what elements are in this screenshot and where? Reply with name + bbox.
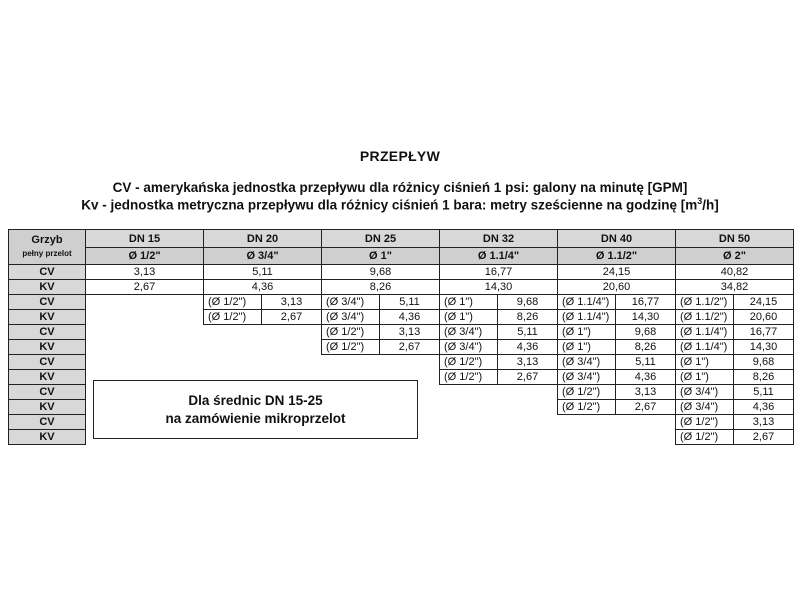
reduced-value: 3,13: [380, 325, 440, 340]
reduced-size: (Ø 1"): [676, 370, 734, 385]
row-label: CV: [9, 265, 86, 280]
empty-cell: [558, 415, 676, 430]
reduced-value: 4,36: [498, 340, 558, 355]
table-row: [9, 280, 794, 295]
empty-cell: [440, 385, 558, 400]
reduced-size: (Ø 3/4"): [440, 325, 498, 340]
cv-value: 16,77: [440, 265, 558, 280]
reduced-size: (Ø 1"): [558, 340, 616, 355]
dn-header: DN 32: [440, 230, 558, 248]
table-row: [9, 265, 794, 280]
empty-cell: [204, 325, 322, 340]
size-header: Ø 1.1/4": [440, 248, 558, 265]
reduced-value: 2,67: [380, 340, 440, 355]
dn-header: DN 40: [558, 230, 676, 248]
reduced-value: 5,11: [380, 295, 440, 310]
reduced-value: 24,15: [734, 295, 794, 310]
row-label: KV: [9, 280, 86, 295]
row-label: CV: [9, 415, 86, 430]
note-line-2: na zamówienie mikroprzelot: [165, 410, 346, 426]
size-header: Ø 1.1/2": [558, 248, 676, 265]
table-row: [9, 325, 794, 340]
reduced-value: 4,36: [380, 310, 440, 325]
kv-value: 34,82: [676, 280, 794, 295]
reduced-size: (Ø 3/4"): [676, 400, 734, 415]
empty-cell: [204, 340, 322, 355]
cv-value: 24,15: [558, 265, 676, 280]
reduced-size: (Ø 1/2"): [440, 370, 498, 385]
reduced-size: (Ø 1.1/4"): [558, 310, 616, 325]
reduced-size: (Ø 1"): [440, 295, 498, 310]
reduced-size: (Ø 3/4"): [676, 385, 734, 400]
kv-definition: [0, 196, 800, 213]
reduced-size: (Ø 3/4"): [440, 340, 498, 355]
reduced-value: 9,68: [616, 325, 676, 340]
row-label: CV: [9, 325, 86, 340]
kv-definition-text: Kv - jednostka metryczna przepływu dla różnicy ciśnień 1 bara: metry sześcienne na godzinę [m: [81, 197, 698, 213]
empty-cell: [204, 355, 322, 370]
reduced-size: (Ø 1.1/2"): [676, 295, 734, 310]
row-label: KV: [9, 310, 86, 325]
empty-cell: [86, 355, 204, 370]
reduced-size: (Ø 3/4"): [322, 310, 380, 325]
size-header-row: [9, 248, 794, 265]
reduced-size: (Ø 1/2"): [204, 310, 262, 325]
reduced-value: 8,26: [498, 310, 558, 325]
reduced-size: (Ø 3/4"): [322, 295, 380, 310]
corner-top: Grzyb: [31, 234, 63, 246]
row-label: CV: [9, 295, 86, 310]
reduced-size: (Ø 3/4"): [558, 370, 616, 385]
dn-header: DN 25: [322, 230, 440, 248]
empty-cell: [322, 355, 440, 370]
reduced-value: 16,77: [616, 295, 676, 310]
reduced-value: 5,11: [616, 355, 676, 370]
reduced-value: 2,67: [498, 370, 558, 385]
table-row: [9, 355, 794, 370]
cv-value: 3,13: [86, 265, 204, 280]
reduced-value: 14,30: [616, 310, 676, 325]
reduced-size: (Ø 1"): [676, 355, 734, 370]
table-row: [9, 295, 794, 310]
table-row: [9, 310, 794, 325]
reduced-value: 3,13: [262, 295, 322, 310]
kv-value: 8,26: [322, 280, 440, 295]
row-label: KV: [9, 430, 86, 445]
reduced-value: 3,13: [616, 385, 676, 400]
reduced-value: 16,77: [734, 325, 794, 340]
reduced-size: (Ø 1/2"): [676, 415, 734, 430]
size-header: Ø 1/2": [86, 248, 204, 265]
page-title: PRZEPŁYW: [359, 148, 441, 164]
reduced-size: (Ø 1/2"): [440, 355, 498, 370]
row-label: CV: [9, 385, 86, 400]
kv-definition-unit-end: /h]: [702, 197, 719, 213]
kv-definition-superscript: 3: [697, 196, 703, 206]
empty-cell: [558, 430, 676, 445]
reduced-value: 20,60: [734, 310, 794, 325]
size-header: Ø 1": [322, 248, 440, 265]
size-header: Ø 2": [676, 248, 794, 265]
reduced-size: (Ø 1/2"): [322, 340, 380, 355]
size-header: Ø 3/4": [204, 248, 322, 265]
note-line-1: Dla średnic DN 15-25: [188, 392, 323, 408]
reduced-size: (Ø 1"): [440, 310, 498, 325]
reduced-value: 9,68: [498, 295, 558, 310]
reduced-value: 2,67: [616, 400, 676, 415]
empty-cell: [86, 340, 204, 355]
dn-header-row: [9, 230, 794, 248]
reduced-size: (Ø 3/4"): [558, 355, 616, 370]
reduced-value: 8,26: [616, 340, 676, 355]
dn-header: DN 50: [676, 230, 794, 248]
reduced-value: 4,36: [616, 370, 676, 385]
cv-value: 40,82: [676, 265, 794, 280]
corner-cell: [9, 230, 86, 265]
empty-cell: [86, 310, 204, 325]
table-row: [9, 340, 794, 355]
row-label: CV: [9, 355, 86, 370]
reduced-size: (Ø 1/2"): [558, 385, 616, 400]
reduced-size: (Ø 1.1/4"): [558, 295, 616, 310]
kv-value: 4,36: [204, 280, 322, 295]
reduced-size: (Ø 1.1/4"): [676, 325, 734, 340]
reduced-size: (Ø 1/2"): [204, 295, 262, 310]
reduced-size: (Ø 1"): [558, 325, 616, 340]
empty-cell: [440, 415, 558, 430]
reduced-value: 5,11: [734, 385, 794, 400]
reduced-value: 4,36: [734, 400, 794, 415]
empty-cell: [440, 430, 558, 445]
cv-value: 5,11: [204, 265, 322, 280]
reduced-value: 2,67: [262, 310, 322, 325]
row-label: KV: [9, 400, 86, 415]
dn-header: DN 20: [204, 230, 322, 248]
reduced-value: 9,68: [734, 355, 794, 370]
corner-bottom: pełny przelot: [22, 249, 72, 258]
row-label: KV: [9, 370, 86, 385]
empty-cell: [86, 295, 204, 310]
empty-cell: [440, 400, 558, 415]
reduced-value: 14,30: [734, 340, 794, 355]
reduced-value: 2,67: [734, 430, 794, 445]
reduced-size: (Ø 1.1/2"): [676, 310, 734, 325]
reduced-value: 5,11: [498, 325, 558, 340]
cv-definition: CV - amerykańska jednostka przepływu dla różnicy ciśnień 1 psi: galony na minutę [GPM]: [112, 180, 688, 195]
micro-bore-note: [93, 380, 418, 439]
reduced-size: (Ø 1/2"): [322, 325, 380, 340]
kv-value: 14,30: [440, 280, 558, 295]
reduced-size: (Ø 1/2"): [676, 430, 734, 445]
reduced-size: (Ø 1/2"): [558, 400, 616, 415]
reduced-value: 3,13: [734, 415, 794, 430]
cv-value: 9,68: [322, 265, 440, 280]
dn-header: DN 15: [86, 230, 204, 248]
kv-value: 20,60: [558, 280, 676, 295]
empty-cell: [86, 325, 204, 340]
reduced-value: 3,13: [498, 355, 558, 370]
reduced-value: 8,26: [734, 370, 794, 385]
reduced-size: (Ø 1.1/4"): [676, 340, 734, 355]
kv-value: 2,67: [86, 280, 204, 295]
row-label: KV: [9, 340, 86, 355]
